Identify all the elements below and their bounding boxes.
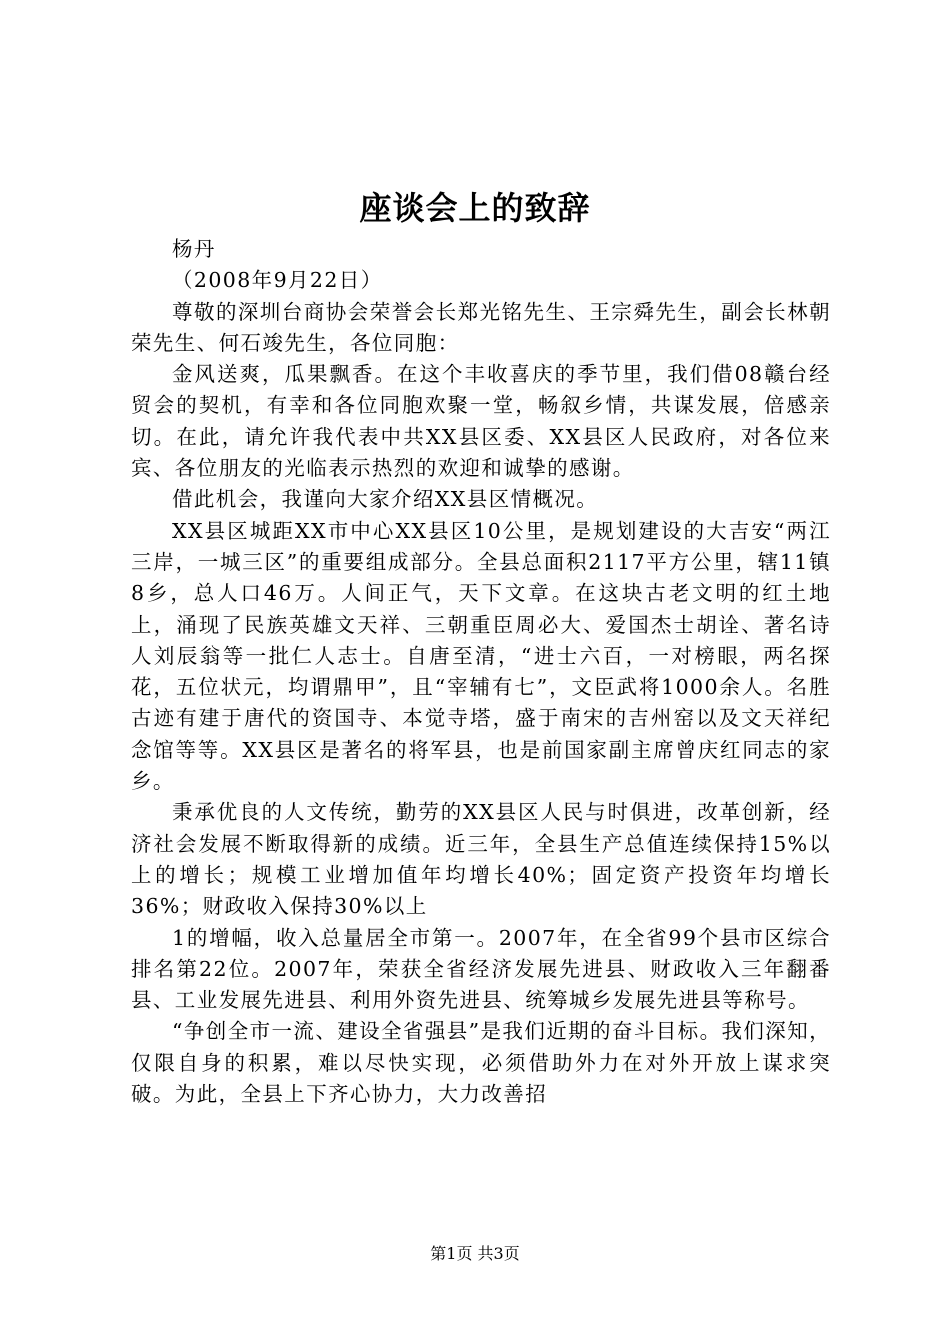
paragraph: “争创全市一流、建设全省强县”是我们近期的奋斗目标。我们深知，仅限自身的积累，难以尽快实现，必须借助外力在对外开放上谋求突破。为此，全县上下齐心协力，大力改善招	[131, 1019, 831, 1107]
paragraph: 尊敬的深圳台商协会荣誉会长郑光铭先生、王宗舜先生，副会长林朝荣先生、何石竣先生，各位同胞：	[131, 299, 831, 355]
document-title: 座谈会上的致辞	[359, 189, 591, 227]
page-footer: 第1页 共3页	[430, 1244, 520, 1263]
paragraph: XX县区城距XX市中心XX县区10公里，是规划建设的大吉安“两江三岸，一城三区”的重要组成部分。全县总面积2117平方公里，辖11镇8乡，总人口46万。人间正气，天下文章。在这块古老文明的红土地上，涌现了民族英雄文天祥、三朝重臣周必大、爱国杰士胡诠、著名诗人刘辰翁等一批仁人志士。自唐至清，“进士六百，一对榜眼，两名探花，五位状元，均谓鼎甲”，且“宰辅有七”，文臣武将1000余人。名胜古迹有建于唐代的资国寺、本觉寺塔，盛于南宋的吉州窑以及文天祥纪念馆等等。XX县区是著名的将军县，也是前国家副主席曾庆红同志的家乡。	[131, 518, 831, 794]
paragraph: 借此机会，我谨向大家介绍XX县区情概况。	[172, 487, 599, 512]
date-line: （2008年9月22日）	[172, 268, 383, 293]
author-line: 杨丹	[172, 237, 216, 261]
paragraph: 秉承优良的人文传统，勤劳的XX县区人民与时俱进，改革创新，经济社会发展不断取得新的成绩。近三年，全县生产总值连续保持15%以上的增长；规模工业增加值年均增长40%；固定资产投资年均增长36%；财政收入保持30%以上	[131, 800, 831, 919]
paragraph: 金风送爽，瓜果飘香。在这个丰收喜庆的季节里，我们借08赣台经贸会的契机，有幸和各位同胞欢聚一堂，畅叙乡情，共谋发展，倍感亲切。在此，请允许我代表中共XX县区委、XX县区人民政府，对各位来宾、各位朋友的光临表示热烈的欢迎和诚挚的感谢。	[131, 362, 831, 481]
document-body	[131, 234, 831, 1110]
paragraph: 1的增幅，收入总量居全市第一。2007年，在全省99个县市区综合排名第22位。2007年，荣获全省经济发展先进县、财政收入三年翻番县、工业发展先进县、利用外资先进县、统筹城乡发展先进县等称号。	[131, 925, 831, 1013]
